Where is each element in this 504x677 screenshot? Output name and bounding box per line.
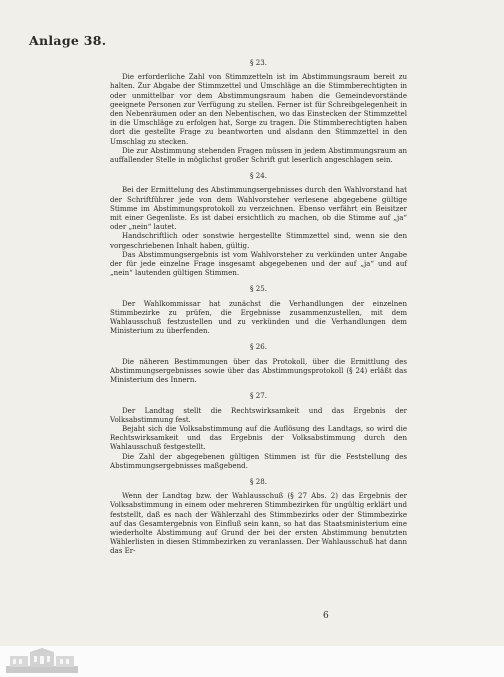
section-26 [110,342,407,384]
paragraph: Wenn der Landtag bzw. der Wahlausschuß (§ 27 Abs. 2) das Ergebnis der Volksabstimmung in einem oder mehreren Stimmbezirken für ungültig erklärt und feststellt, daß es nach der Wählerzahl des Stimmbezirks oder der Stimmbezirke auf das Gesamtergebnis von Einfluß sein kann, so hat das Staatsministerium eine wiederholte Abstimmung auf Grund der bei der ersten Abstimmung benutzten Wählerlisten in diesen Stimmbezirken zu veranlassen. Der Wahlausschuß hat dann das Er- [110,491,407,556]
text-column [110,54,407,556]
section-title: § 28. [250,476,267,486]
library-building-logo-icon [6,648,78,673]
section-title: § 25. [250,284,267,294]
section-title: § 24. [250,171,267,181]
section-24 [110,171,407,277]
page-number: 6 [323,611,329,621]
paragraph: Handschriftlich oder sonstwie hergestellte Stimmzettel sind, wenn sie den vorgeschriebenen Inhalt haben, gültig. [110,231,407,250]
paragraph: Die Zahl der abgegebenen gültigen Stimmen ist für die Feststellung des Abstimmungsergebnisses maßgebend. [110,451,407,470]
section-25 [110,284,407,335]
section-title: § 27. [250,391,267,401]
section-28 [110,477,407,556]
page-header: Anlage 38. [29,33,107,48]
paragraph: Der Wahlkommissar hat zunächst die Verhandlungen der einzelnen Stimmbezirke zu prüfen, die Ergebnisse zusammenzustellen, mit dem Wahlausschuß festzustellen und zu verkünden und die Verhandlungen dem Ministerium zu überfenden. [110,298,407,336]
paragraph: Bei der Ermittelung des Abstimmungsergebnisses durch den Wahlvorstand hat der Schriftführer jede von dem Wahlvorsteher verlesene abgegebene gültige Stimme im Abstimmungsprotokoll zu verzeichnen. Ebenso verfährt ein Beisitzer mit einer Gegenliste. Es ist dabei ersichtlich zu machen, ob die Stimme auf „ja“ oder „nein“ lautet. [110,185,407,232]
section-27 [110,391,407,470]
paragraph: Das Abstimmungsergebnis ist vom Wahlvorsteher zu verkünden unter Angabe der für jede einzelne Frage insgesamt abgegebenen und der auf „ja“ und auf „nein“ lautenden gültigen Stimmen. [110,249,407,278]
section-23 [110,58,407,164]
paragraph: Die zur Abstimmung stehenden Fragen müssen in jedem Abstimmungsraum an auffallender Stelle in möglichst großer Schrift gut leserlich angeschlagen sein. [110,145,407,165]
paragraph: Die näheren Bestimmungen über das Protokoll, über die Ermittlung des Abstimmungsergebnisses sowie über das Abstimmungsprotokoll (§ 24) erläßt das Ministerium des Innern. [110,356,407,385]
paragraph: Die erforderliche Zahl von Stimmzetteln ist im Abstimmungsraum bereit zu halten. Zur Abgabe der Stimmzettel und Umschläge an die Stimmberechtigten in oder unmittelbar vor dem Abstimmungsraum haben die Gemeindevorstände geeignete Personen zur Verfügung zu stellen. Ferner ist für Schreibgelegenheit in den Nebenräumen oder an den Nebentischen, wo das Einstecken der Stimmzettel in die Umschläge zu erfolgen hat, Sorge zu tragen. Die Stimmberechtigten haben dort die gestellte Frage zu beantworten und alsdann den Stimmzettel in den Umschlag zu stecken. [110,72,407,146]
paragraph: Bejaht sich die Volksabstimmung auf die Auflösung des Landtags, so wird die Rechtswirksamkeit und das Ergebnis der Volksabstimmung durch den Wahlausschuß festgestellt. [110,423,407,452]
paragraph: Der Landtag stellt die Rechtswirksamkeit und das Ergebnis der Volksabstimmung fest. [110,405,407,424]
section-title: § 23. [250,58,267,67]
section-title: § 26. [250,342,267,352]
